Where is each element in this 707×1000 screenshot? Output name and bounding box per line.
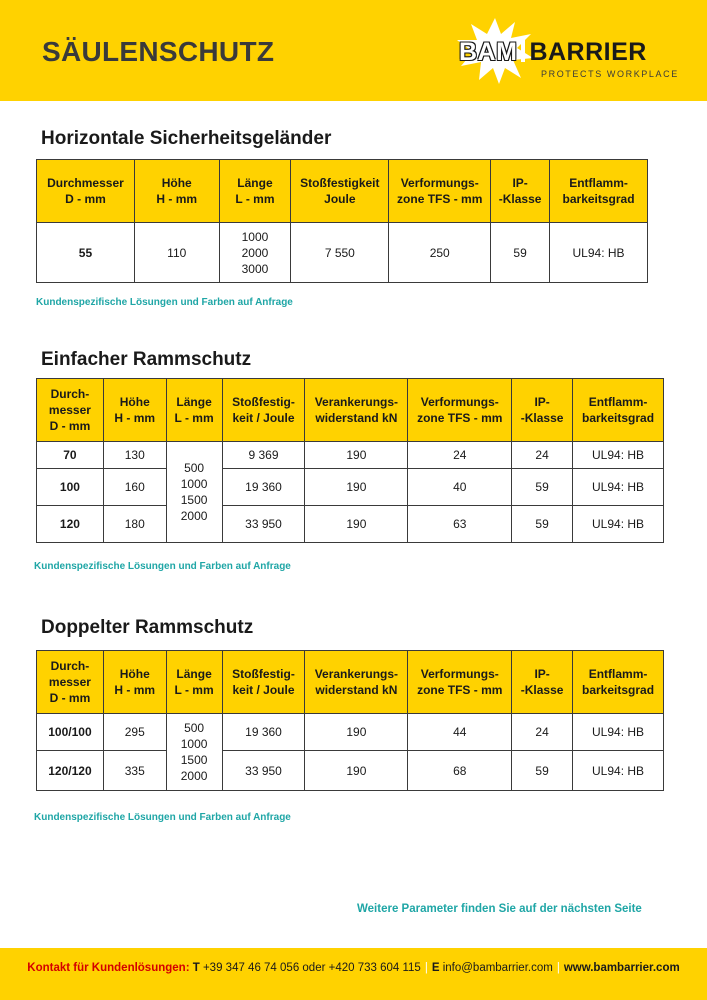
table-cell: 19 360: [222, 714, 305, 751]
logo-wordmark: [459, 38, 647, 67]
table-cell: 190: [305, 506, 408, 543]
table-cell: 9 369: [222, 442, 305, 469]
table-cell: 190: [305, 714, 408, 751]
table-cell: 33 950: [222, 506, 305, 543]
table-row: [37, 469, 664, 506]
footer-email-prefix: E: [431, 962, 440, 974]
footer-phone-prefix: T: [192, 962, 200, 974]
table-cell: 59: [512, 506, 573, 543]
page-title: SÄULENSCHUTZ: [42, 36, 275, 67]
table-cell: 59: [491, 223, 550, 283]
table-cell: 59: [512, 751, 573, 791]
column-header: Höhe H - mm: [103, 651, 166, 714]
column-header: Entflamm- barkeitsgrad: [573, 651, 664, 714]
logo-brand-right: BARRIER: [529, 38, 647, 66]
table-row: [37, 751, 664, 791]
table-cell: 55: [37, 223, 135, 283]
column-header: Verformungs- zone TFS - mm: [408, 379, 512, 442]
spec-table-single-ram: [36, 378, 664, 543]
table-cell: 59: [512, 469, 573, 506]
table-cell: 180: [103, 506, 166, 543]
custom-solutions-note: Kundenspezifische Lösungen und Farben auf Anfrage: [34, 812, 291, 823]
footer-website-link[interactable]: www.bambarrier.com: [563, 962, 680, 974]
table-cell: 24: [408, 442, 512, 469]
column-header: Verankerungs- widerstand kN: [305, 651, 408, 714]
column-header: Verformungs- zone TFS - mm: [389, 160, 491, 223]
page-footer: [0, 948, 707, 1000]
length-merged-cell: 500 1000 1500 2000: [166, 714, 222, 791]
column-header: IP- -Klasse: [491, 160, 550, 223]
table-cell: 160: [103, 469, 166, 506]
footer-contact-label: Kontakt für Kundenlösungen:: [27, 962, 190, 974]
column-header: Länge L - mm: [219, 160, 291, 223]
table-cell: 44: [408, 714, 512, 751]
table-cell: 24: [512, 714, 573, 751]
table-cell: 130: [103, 442, 166, 469]
column-header: Durchmesser D - mm: [37, 160, 135, 223]
logo-tagline: PROTECTS WORKPLACE: [541, 69, 679, 79]
table-cell: 70: [37, 442, 104, 469]
column-header: Höhe H - mm: [103, 379, 166, 442]
table-cell: 335: [103, 751, 166, 791]
column-header: Länge L - mm: [166, 379, 222, 442]
column-header: Länge L - mm: [166, 651, 222, 714]
section-title-double-ram: Doppelter Rammschutz: [41, 617, 254, 638]
footer-email-link[interactable]: info@bambarrier.com: [442, 962, 553, 974]
table-cell: UL94: HB: [573, 469, 664, 506]
column-header: Durch- messer D - mm: [37, 379, 104, 442]
column-header: Entflamm- barkeitsgrad: [550, 160, 648, 223]
table-cell: 120: [37, 506, 104, 543]
table-cell: 19 360: [222, 469, 305, 506]
column-header: Verformungs- zone TFS - mm: [408, 651, 512, 714]
table-cell: UL94: HB: [573, 442, 664, 469]
table-cell: 7 550: [291, 223, 389, 283]
custom-solutions-note: Kundenspezifische Lösungen und Farben auf Anfrage: [36, 297, 293, 308]
table-header-row: [37, 160, 648, 223]
table-cell: 40: [408, 469, 512, 506]
custom-solutions-note: Kundenspezifische Lösungen und Farben auf Anfrage: [34, 561, 291, 572]
table-cell: 1000 2000 3000: [219, 223, 291, 283]
section-title-horizontal: Horizontale Sicherheitsgeländer: [41, 128, 332, 149]
table-cell: 190: [305, 442, 408, 469]
table-cell: UL94: HB: [573, 506, 664, 543]
table-cell: 250: [389, 223, 491, 283]
table-row: [37, 714, 664, 751]
column-header: Höhe H - mm: [134, 160, 219, 223]
spec-table-double-ram: [36, 650, 664, 791]
table-row: [37, 442, 664, 469]
table-cell: 63: [408, 506, 512, 543]
page-header: [0, 0, 707, 101]
footer-contact-line: [0, 962, 707, 974]
column-header: Durch- messer D - mm: [37, 651, 104, 714]
table-cell: 24: [512, 442, 573, 469]
next-page-note: Weitere Parameter finden Sie auf der nächsten Seite: [357, 903, 642, 915]
table-cell: UL94: HB: [573, 751, 664, 791]
column-header: IP- -Klasse: [512, 651, 573, 714]
table-cell: 190: [305, 751, 408, 791]
column-header: IP- -Klasse: [512, 379, 573, 442]
spec-table-horizontal: [36, 159, 648, 283]
column-header: Stoßfestigkeit Joule: [291, 160, 389, 223]
column-header: Stoßfestig- keit / Joule: [222, 379, 305, 442]
table-cell: 100/100: [37, 714, 104, 751]
column-header: Verankerungs- widerstand kN: [305, 379, 408, 442]
table-cell: UL94: HB: [573, 714, 664, 751]
table-cell: 295: [103, 714, 166, 751]
logo-separator: [521, 40, 525, 62]
table-row: [37, 506, 664, 543]
logo-brand-left: BAM: [459, 38, 518, 66]
table-cell: 68: [408, 751, 512, 791]
table-header-row: [37, 379, 664, 442]
table-row: [37, 223, 648, 283]
table-cell: 120/120: [37, 751, 104, 791]
table-cell: UL94: HB: [550, 223, 648, 283]
footer-divider: |: [424, 962, 428, 974]
column-header: Entflamm- barkeitsgrad: [573, 379, 664, 442]
table-cell: 33 950: [222, 751, 305, 791]
table-cell: 100: [37, 469, 104, 506]
footer-divider: |: [556, 962, 560, 974]
bam-barrier-logo: [455, 16, 685, 86]
table-cell: 190: [305, 469, 408, 506]
footer-phones: +39 347 46 74 056 oder +420 733 604 115: [202, 962, 421, 974]
column-header: Stoßfestig- keit / Joule: [222, 651, 305, 714]
table-cell: 110: [134, 223, 219, 283]
section-title-single-ram: Einfacher Rammschutz: [41, 349, 252, 370]
length-merged-cell: 500 1000 1500 2000: [166, 442, 222, 543]
table-header-row: [37, 651, 664, 714]
